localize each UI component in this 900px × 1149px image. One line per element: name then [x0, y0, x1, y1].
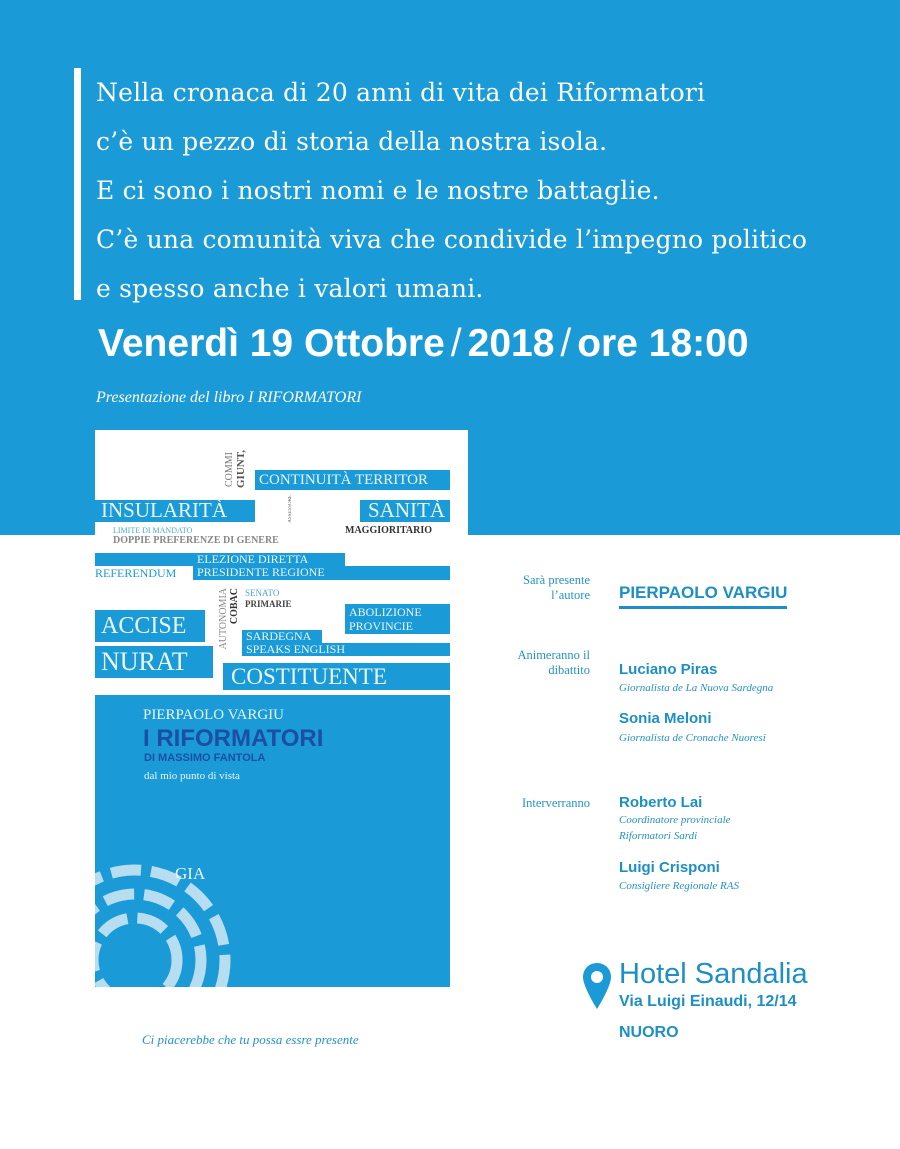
cover-word: REFERENDUM [95, 566, 177, 580]
cover-word: SANITÀ [360, 500, 450, 522]
quote-line: C’è una comunità viva che condivide l’impegno politico [96, 225, 808, 254]
cover-tagline: dal mio punto di vista [144, 770, 240, 782]
speaker-role: Coordinatore provinciale [619, 814, 731, 826]
author-label: Sarà presente l’autore [523, 573, 590, 602]
cover-word: PRESIDENTE REGIONE [193, 566, 450, 580]
cover-word: CONTINUITÀ TERRITOR [255, 470, 450, 490]
date-year: 2018 [467, 322, 555, 365]
quote-line: Nella cronaca di 20 anni di vita dei Riformatori [96, 78, 706, 107]
cover-bottom [95, 695, 450, 987]
moderator-name: Luciano Piras [619, 661, 718, 678]
moderator-name: Sonia Meloni [619, 710, 712, 727]
speaker-name: Luigi Crisponi [619, 859, 720, 876]
cover-word: COBAC [229, 588, 240, 625]
speaker-name: Roberto Lai [619, 794, 703, 811]
cover-word: INSULARITÀ [95, 500, 255, 522]
quote-line: E ci sono i nostri nomi e le nostre battaglie. [96, 176, 660, 205]
quote-line: e spesso anche i valori umani. [96, 274, 484, 303]
publisher-logo: GIA [175, 864, 206, 883]
speaker-role: Riformatori Sardi [619, 830, 698, 842]
separator: / [560, 322, 572, 365]
cover-word: NURAT [95, 646, 213, 678]
cover-word: ACCISE [95, 610, 205, 642]
quote-bar [74, 68, 81, 300]
cover-word: SENATO [245, 588, 280, 598]
venue-name: Hotel Sandalia [619, 958, 808, 990]
cover-word: SARDEGNA [242, 630, 322, 643]
book-cover [95, 430, 468, 987]
cover-word: ABOLIZIONE [349, 605, 422, 619]
cover-word: COSTITUENTE [223, 663, 450, 690]
cover-author: PIERPAOLO VARGIU [143, 707, 285, 723]
cover-word [345, 604, 450, 634]
cover-arc-decoration [95, 840, 255, 987]
cover-word: COMMI [224, 452, 235, 488]
cover-word: GIUNT, [235, 450, 247, 488]
author-name: PIERPAOLO VARGIU [619, 583, 787, 609]
cover-word: SPEAKS ENGLISH [242, 643, 450, 656]
cover-word: AUTONOMIA [218, 588, 229, 650]
quote-line: c’è un pezzo di storia della nostra isola. [96, 127, 608, 156]
cover-word: DOPPIE PREFERENZE DI GENERE [113, 535, 279, 546]
moderators-label: Animeranno il dibattito [517, 648, 590, 677]
subtitle: Presentazione del libro I RIFORMATORI [96, 389, 362, 406]
cover-word: MAGGIORITARIO [345, 525, 433, 536]
cover-word: ELEZIONE DIRETTA [95, 553, 345, 566]
venue-address: Via Luigi Einaudi, 12/14 [619, 993, 797, 1010]
cover-word: ASSESSORE [288, 495, 293, 523]
date-time: ore 18:00 [577, 322, 749, 365]
moderator-role: Giornalista de La Nuova Sardegna [619, 682, 774, 694]
separator: / [450, 322, 462, 365]
event-date [98, 322, 749, 366]
quote [96, 68, 807, 313]
footer-invite: Ci piacerebbe che tu possa essre presente [142, 1032, 359, 1047]
date-day: Venerdì 19 Ottobre [98, 322, 445, 365]
cover-word: PRIMARIE [245, 599, 292, 609]
location-pin-icon [582, 962, 612, 1010]
speakers-label: Interverranno [521, 796, 590, 810]
moderator-role: Giornalista de Cronache Nuoresi [619, 732, 766, 744]
venue-city: NUORO [619, 1024, 679, 1041]
cover-word: LIMITE DI MANDATO [113, 526, 193, 535]
cover-word: PROVINCIE [349, 619, 414, 633]
cover-title: I RIFORMATORI [143, 725, 324, 752]
speaker-role: Consigliere Regionale RAS [619, 880, 739, 892]
cover-by: DI MASSIMO FANTOLA [144, 752, 266, 764]
